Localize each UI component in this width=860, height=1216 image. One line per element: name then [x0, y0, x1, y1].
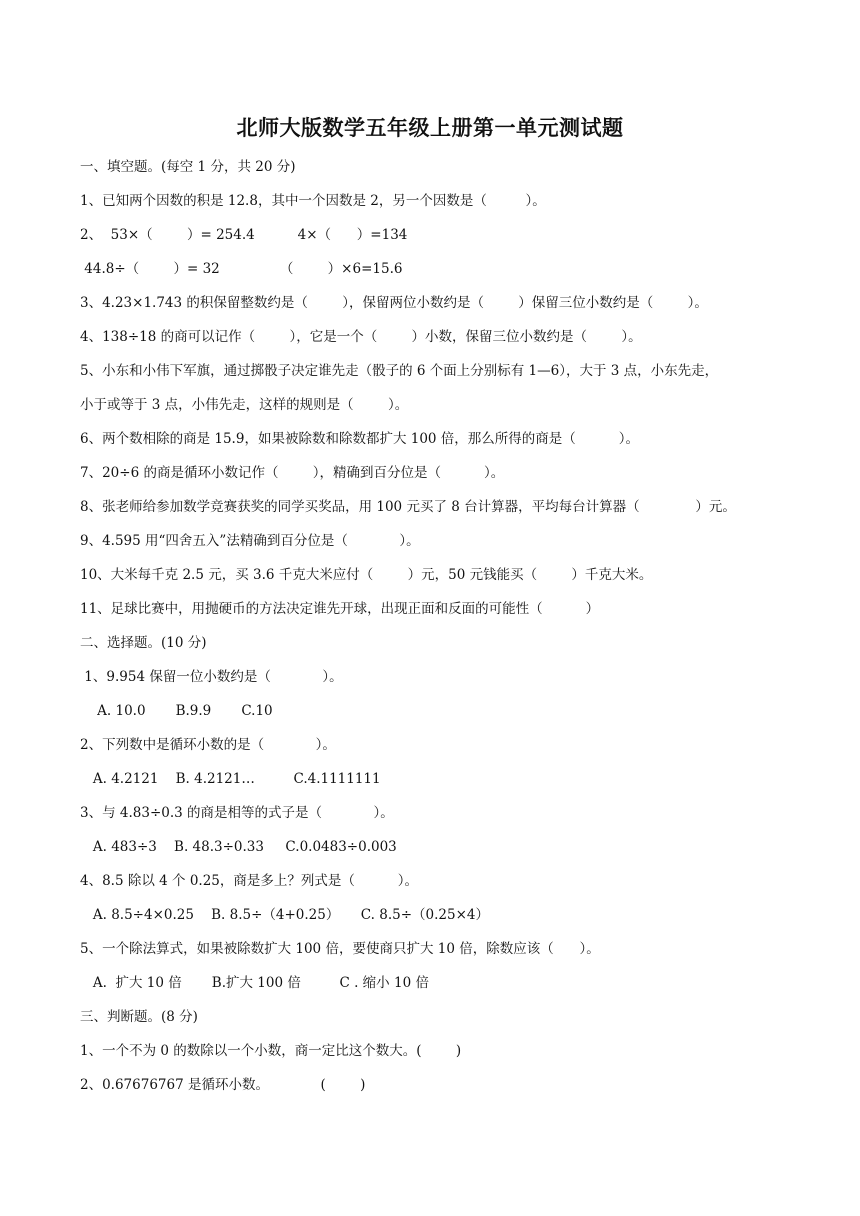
answer-options: A. 4.2121 B. 4.2121… C.4.1111111 — [80, 771, 381, 787]
question-line: 8、张老师给参加数学竞赛获奖的同学买奖品，用 100 元买了 8 台计算器，平均每台计算器（ ）元。 — [80, 499, 736, 515]
question-line: 4、138÷18 的商可以记作（ ），它是一个（ ）小数，保留三位小数约是（ ）。 — [80, 329, 642, 345]
question-line: 6、两个数相除的商是 15.9，如果被除数和除数都扩大 100 倍，那么所得的商是（ ）。 — [80, 431, 639, 447]
answer-options: A. 8.5÷4×0.25 B. 8.5÷（4+0.25） C. 8.5÷（0.25×4） — [80, 907, 489, 923]
answer-options: A. 483÷3 B. 48.3÷0.33 C.0.0483÷0.003 — [80, 839, 397, 855]
section-heading-judgment: 三、判断题。(8 分) — [80, 1009, 198, 1025]
section-heading-choice: 二、选择题。(10 分) — [80, 635, 207, 651]
answer-options: A. 扩大 10 倍 B.扩大 100 倍 C . 缩小 10 倍 — [80, 975, 429, 991]
question-line: 小于或等于 3 点，小伟先走，这样的规则是（ ）。 — [80, 397, 409, 413]
question-line: 44.8÷（ ）= 32 （ ）×6=15.6 — [80, 261, 403, 277]
question-line: 2、0.67676767 是循环小数。 ( ) — [80, 1077, 366, 1093]
section-heading-fill-in: 一、填空题。(每空 1 分，共 20 分) — [80, 159, 296, 175]
question-line: 5、一个除法算式，如果被除数扩大 100 倍，要使商只扩大 10 倍，除数应该（ ）。 — [80, 941, 600, 957]
question-line: 1、9.954 保留一位小数约是（ ）。 — [80, 669, 343, 685]
question-line: 5、小东和小伟下军旗，通过掷骰子决定谁先走（骰子的 6 个面上分别标有 1—6），大于 3 点，小东先走， — [80, 363, 719, 379]
question-line: 11、足球比赛中，用抛硬币的方法决定谁先开球，出现正面和反面的可能性（ ） — [80, 601, 600, 617]
question-line: 9、4.595 用“四舍五入”法精确到百分位是（ ）。 — [80, 533, 420, 549]
question-line: 4、8.5 除以 4 个 0.25，商是多上？列式是（ ）。 — [80, 873, 419, 889]
question-line: 1、一个不为 0 的数除以一个小数，商一定比这个数大。( ) — [80, 1043, 462, 1059]
question-line: 3、4.23×1.743 的积保留整数约是（ ），保留两位小数约是（ ）保留三位小数约是（ ）。 — [80, 295, 708, 311]
answer-options: A. 10.0 B.9.9 C.10 — [80, 703, 273, 719]
question-line: 3、与 4.83÷0.3 的商是相等的式子是（ ）。 — [80, 805, 394, 821]
question-line: 7、20÷6 的商是循环小数记作（ ），精确到百分位是（ ）。 — [80, 465, 505, 481]
question-line: 10、大米每千克 2.5 元，买 3.6 千克大米应付（ ）元，50 元钱能买（ ）千克大米。 — [80, 567, 653, 583]
question-line: 1、已知两个因数的积是 12.8，其中一个因数是 2，另一个因数是（ ）。 — [80, 193, 546, 209]
page-title: 北师大版数学五年级上册第一单元测试题 — [236, 115, 624, 140]
question-line: 2、 53×（ ）= 254.4 4×（ ）=134 — [80, 227, 408, 243]
question-line: 2、下列数中是循环小数的是（ ）。 — [80, 737, 336, 753]
